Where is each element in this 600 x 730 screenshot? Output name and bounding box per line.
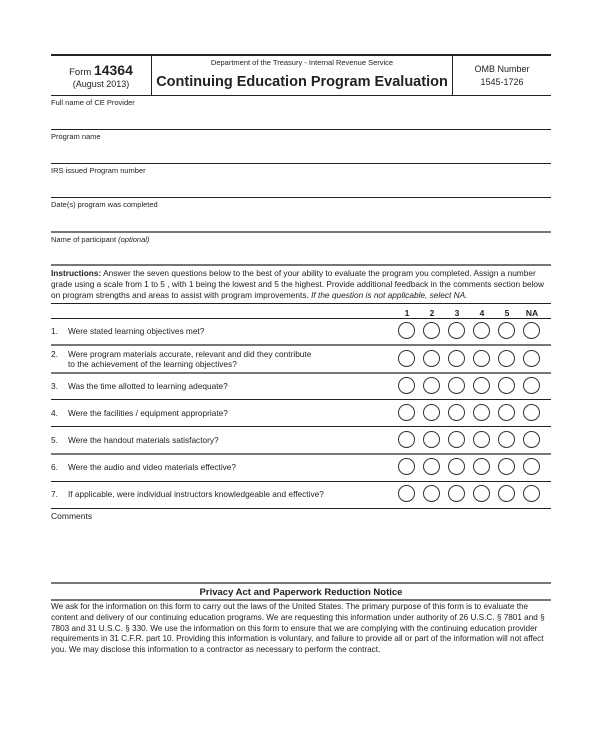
form-number: 14364 [93, 62, 133, 78]
program-name-field[interactable] [51, 142, 551, 162]
q1-radio-5[interactable] [498, 322, 515, 339]
q3-radio-4[interactable] [473, 377, 490, 394]
q7-radio-5[interactable] [498, 485, 515, 502]
omb-block [453, 56, 551, 87]
omb-number: 1545-1726 [480, 77, 524, 87]
column-header-2: 2 [429, 308, 435, 318]
field-rule [51, 129, 551, 130]
program-number-field[interactable] [51, 176, 551, 196]
field-label-program-name: Program name [51, 132, 101, 141]
q6-radio-4[interactable] [473, 458, 490, 475]
q3-radio-1[interactable] [398, 377, 415, 394]
q7-radio-4[interactable] [473, 485, 490, 502]
instructions [51, 268, 551, 301]
q1-radio-4[interactable] [473, 322, 490, 339]
q3-radio-na[interactable] [523, 377, 540, 394]
comments-field[interactable] [51, 522, 551, 578]
field-label-dates-completed: Date(s) program was completed [51, 200, 158, 209]
q4-radio-4[interactable] [473, 404, 490, 421]
ce-provider-field[interactable] [51, 108, 551, 128]
field-rule [51, 163, 551, 164]
q6-radio-3[interactable] [448, 458, 465, 475]
question-text-continued: to the achievement of the learning objectives? [68, 359, 237, 369]
question-text: Were the handout materials satisfactory? [68, 435, 219, 445]
q1-radio-1[interactable] [398, 322, 415, 339]
instructions-na-note: If the question is not applicable, select NA. [311, 290, 468, 300]
privacy-notice-body: We ask for the information on this form to carry out the laws of the United States. The primary purpose of this form is to evaluate the content and delivery of our continuing education programs. We are requesting this information under authority of 26 U.S.C. § 7801 and § 7803 and 31 U.S.C. § 330. We use the information on this form to ensure that we are complying with the continuing education provider requirements in 31 C.F.R. part 10. Providing this information is voluntary, and failure to provide all or part of the information will not affect you. We may disclose this information to a contractor as necessary to perform the contract. [51, 602, 545, 655]
field-label-ce-provider: Full name of CE Provider [51, 98, 135, 107]
form-prefix: Form [69, 67, 92, 78]
privacy-top-rule [51, 582, 551, 584]
form-page: Form 14364 (August 2013) Department of the Treasury - Internal Revenue Service Continuing Education Program Evaluation OMB Number 1545-1726 Full name of CE Provider Program name IRS issued Program number Date(s) program was completed Name of participant (optional) Instructions: Answer the seven questions below to the best of your ability to evaluate the program you completed. Assign a number grade using a scale from 1 to 5 , with 1 being the lowest and 5 the highest. Provide additional feedback in the comments section below on program strengths and areas to assist with program improvements. If the question is not applicable, select NA. 1 2 3 4 5 NA 1. Were stated learning objectives met? 2. Were program materials accurate, relevant and did they contribute to the achievement of the learning objectives? 3. Was the time allotted to learning adequate? 4. Were the facilities / equipment appropriate? 5. Were the handout materials satisfactory? 6. Were the audio and video materials effective? 7. If applicable, were individual instructors knowledgeable and effective? Comments Privacy Act and Paperwork Reduction Notice We ask for the information on this form to carry out the laws of the United States. The primary purpose of this form is to evaluate the content and delivery of our continuing education programs. We are requesting this information under authority of 26 U.S.C. § 7801 and § 7803 and 31 U.S.C. § 330. We use the information on this form to ensure that we are complying with the continuing education provider requirements in 31 C.F.R. part 10. Providing this information is voluntary, and failure to provide all or part of the information will not affect you. We may disclose this information to a contractor as necessary to perform the contract. [51, 0, 551, 730]
column-header-3: 3 [454, 308, 460, 318]
instructions-rule [51, 303, 551, 304]
q6-radio-na[interactable] [523, 458, 540, 475]
q1-radio-na[interactable] [523, 322, 540, 339]
q6-radio-5[interactable] [498, 458, 515, 475]
question-rule [51, 344, 551, 346]
q4-radio-3[interactable] [448, 404, 465, 421]
question-text: If applicable, were individual instructors knowledgeable and effective? [68, 489, 324, 499]
q3-radio-2[interactable] [423, 377, 440, 394]
comments-label: Comments [51, 511, 93, 521]
q2-radio-4[interactable] [473, 350, 490, 367]
q7-radio-na[interactable] [523, 485, 540, 502]
field-rule [51, 197, 551, 198]
question-text: Were stated learning objectives met? [68, 326, 205, 336]
field-rule [51, 264, 551, 266]
column-header-rule [51, 318, 551, 319]
q5-radio-4[interactable] [473, 431, 490, 448]
q5-radio-5[interactable] [498, 431, 515, 448]
column-header-5: 5 [504, 308, 510, 318]
q3-radio-3[interactable] [448, 377, 465, 394]
q2-radio-3[interactable] [448, 350, 465, 367]
privacy-heading: Privacy Act and Paperwork Reduction Notice [199, 587, 403, 598]
page-title: Continuing Education Program Evaluation [156, 74, 448, 90]
question-rule [51, 508, 551, 509]
q2-radio-5[interactable] [498, 350, 515, 367]
q5-radio-na[interactable] [523, 431, 540, 448]
department-name: Department of the Treasury - Internal Revenue Service [210, 58, 394, 67]
q5-radio-1[interactable] [398, 431, 415, 448]
q4-radio-1[interactable] [398, 404, 415, 421]
title-block [152, 56, 452, 90]
q7-radio-3[interactable] [448, 485, 465, 502]
question-rule [51, 481, 551, 482]
column-header-4: 4 [479, 308, 485, 318]
question-rule [51, 453, 551, 455]
omb-label: OMB Number [474, 64, 530, 74]
instructions-body: Answer the seven questions below to the best of your ability to evaluate the program you completed. Assign a number grade using a scale from 1 to 5 , with 1 being the lowest and 5 the highest. Provide additional feedback in the comments section below on program strengths and areas to assist with program improvements. [51, 268, 545, 300]
q2-radio-2[interactable] [423, 350, 440, 367]
q7-radio-2[interactable] [423, 485, 440, 502]
form-id-block [51, 56, 151, 95]
participant-name-field[interactable] [51, 245, 551, 263]
question-text: Were the facilities / equipment appropriate? [68, 408, 228, 418]
dates-completed-field[interactable] [51, 210, 551, 230]
q1-radio-2[interactable] [423, 322, 440, 339]
q1-radio-3[interactable] [448, 322, 465, 339]
q2-radio-na[interactable] [523, 350, 540, 367]
q2-radio-1[interactable] [398, 350, 415, 367]
q7-radio-1[interactable] [398, 485, 415, 502]
question-rule [51, 426, 551, 427]
q6-radio-1[interactable] [398, 458, 415, 475]
q6-radio-2[interactable] [423, 458, 440, 475]
column-header-1: 1 [404, 308, 410, 318]
question-text: Were program materials accurate, relevant and did they contribute [68, 349, 312, 359]
field-label-participant-name: Name of participant (optional) [51, 235, 150, 244]
q4-radio-na[interactable] [523, 404, 540, 421]
form-date: (August 2013) [72, 79, 130, 89]
question-rule [51, 399, 551, 400]
q3-radio-5[interactable] [498, 377, 515, 394]
column-header-na: NA [525, 308, 539, 318]
question-text: Was the time allotted to learning adequate? [68, 381, 228, 391]
privacy-heading-rule [51, 599, 551, 601]
field-label-program-number: IRS issued Program number [51, 166, 146, 175]
field-rule [51, 231, 551, 233]
question-rule [51, 372, 551, 374]
q5-radio-2[interactable] [423, 431, 440, 448]
instructions-lead: Instructions: [51, 268, 102, 278]
question-text: Were the audio and video materials effective? [68, 462, 237, 472]
header-bottom-rule [51, 95, 551, 96]
q4-radio-5[interactable] [498, 404, 515, 421]
q4-radio-2[interactable] [423, 404, 440, 421]
q5-radio-3[interactable] [448, 431, 465, 448]
